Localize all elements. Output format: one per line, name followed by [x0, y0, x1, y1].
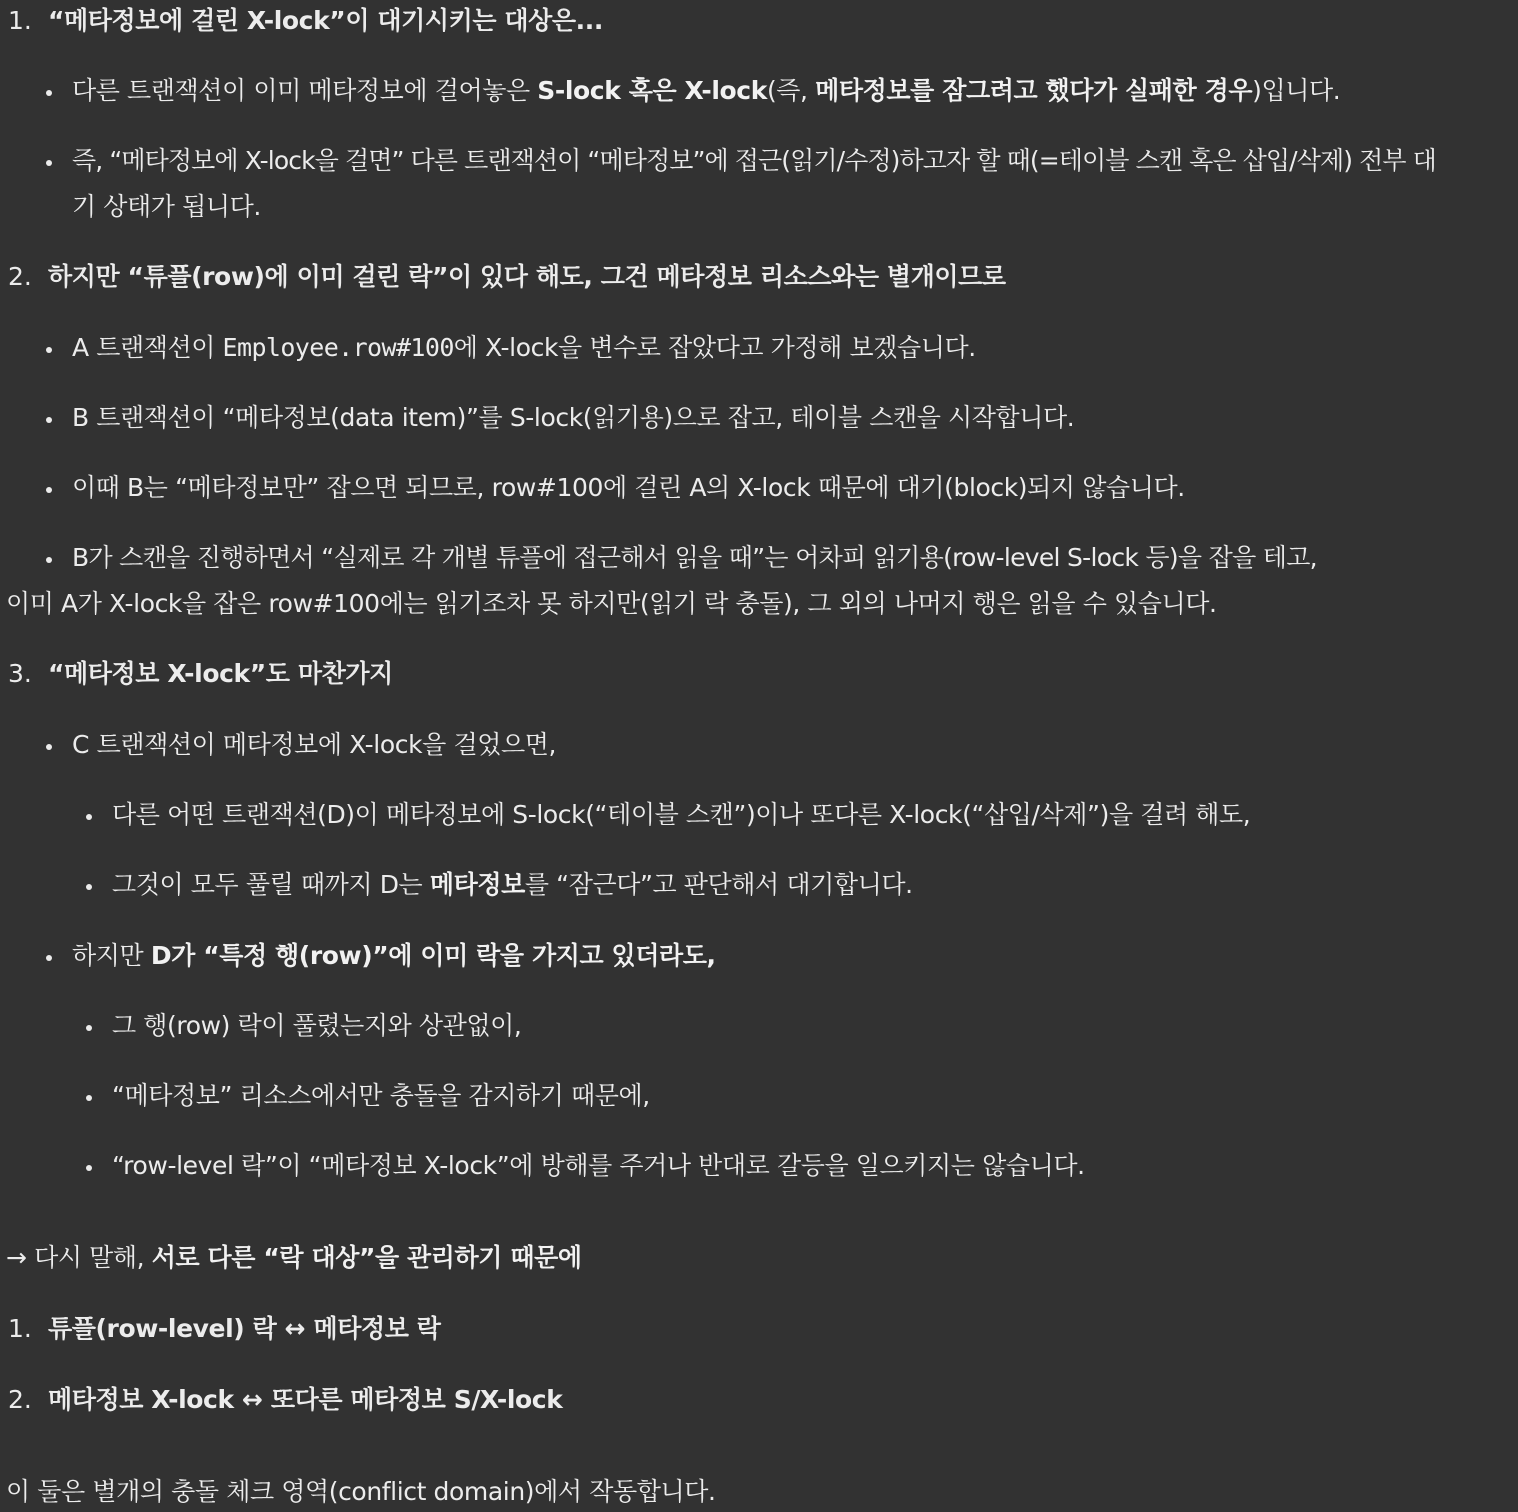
- list-number: 3.: [8, 659, 32, 688]
- bullet-icon: [46, 955, 52, 961]
- text-run: 다른 트랜잭션이 이미 메타정보에 걸어놓은: [72, 76, 538, 105]
- bullet-icon: [86, 884, 92, 890]
- bullet-icon: [46, 744, 52, 750]
- bullet-icon: [46, 160, 52, 166]
- list-item: B가 스캔을 진행하면서 “실제로 각 개별 튜플에 접근해서 읽을 때”는 어차피 읽기용(row-level S-lock 등)을 잡을 테고,: [72, 543, 1317, 572]
- bullet-icon: [46, 90, 52, 96]
- list-item: B 트랜잭션이 “메타정보(data item)”를 S-lock(읽기용)으로 잡고, 테이블 스캔을 시작합니다.: [72, 403, 1075, 432]
- text-run: → 다시 말해,: [6, 1243, 152, 1272]
- list-number: 2.: [8, 1385, 32, 1414]
- list-item: 이때 B는 “메타정보만” 잡으면 되므로, row#100에 걸린 A의 X-lock 때문에 대기(block)되지 않습니다.: [72, 473, 1185, 502]
- list-item: C 트랜잭션이 메타정보에 X-lock을 걸었으면,: [72, 730, 557, 759]
- section-heading: 하지만 “튜플(row)에 이미 걸린 락”이 있다 해도, 그건 메타정보 리소스와는 별개이므로: [48, 262, 1006, 291]
- text-run: )입니다.: [1252, 76, 1341, 105]
- bullet-icon: [86, 1095, 92, 1101]
- text-run: 에 X-lock을 변수로 잡았다고 가정해 보겠습니다.: [453, 333, 976, 362]
- footer-text: 이 둘은 별개의 충돌 체크 영역(conflict domain)에서 작동합니다.: [6, 1477, 716, 1506]
- inline-code: Employee.row#100: [222, 333, 454, 362]
- list-item: “메타정보” 리소스에서만 충돌을 감지하기 때문에,: [112, 1081, 650, 1110]
- section-heading: “메타정보 X-lock”도 마찬가지: [48, 659, 393, 688]
- list-item-continuation: 이미 A가 X-lock을 잡은 row#100에는 읽기조차 못 하지만(읽기 락 충돌), 그 외의 나머지 행은 읽을 수 있습니다.: [6, 589, 1217, 618]
- list-item: 즉, “메타정보에 X-lock을 걸면” 다른 트랜잭션이 “메타정보”에 접근(읽기/수정)하고자 할 때(=테이블 스캔 혹은 삽입/삭제) 전부 대: [72, 146, 1436, 175]
- bold-text: D가 “특정 행(row)”에 이미 락을 가지고 있더라도,: [150, 941, 716, 970]
- bullet-icon: [46, 347, 52, 353]
- list-number: 1.: [8, 6, 32, 35]
- list-item-continuation: 기 상태가 됩니다.: [72, 192, 261, 221]
- bullet-icon: [86, 1165, 92, 1171]
- text-run: A 트랜잭션이: [72, 333, 223, 362]
- bullet-icon: [46, 487, 52, 493]
- list-item: [72, 74, 1340, 108]
- bold-text: 메타정보를 잠그려고 했다가 실패한 경우: [815, 76, 1253, 105]
- bullet-icon: [86, 1025, 92, 1031]
- bullet-icon: [46, 557, 52, 563]
- list-item: [72, 331, 976, 365]
- text-run: 하지만: [72, 941, 151, 970]
- list-item: 튜플(row-level) 락 ↔ 메타정보 락: [48, 1314, 441, 1343]
- bold-text: 서로 다른 “락 대상”을 관리하기 때문에: [151, 1243, 582, 1272]
- text-run: 를 “잠근다”고 판단해서 대기합니다.: [524, 870, 913, 899]
- list-number: 2.: [8, 262, 32, 291]
- summary-line: [6, 1241, 582, 1275]
- bold-text: 메타정보: [429, 870, 525, 899]
- bullet-icon: [86, 814, 92, 820]
- text-run: 그것이 모두 풀릴 때까지 D는: [112, 870, 430, 899]
- list-item: 그 행(row) 락이 풀렸는지와 상관없이,: [112, 1011, 522, 1040]
- list-item: [72, 939, 716, 973]
- list-item: 다른 어떤 트랜잭션(D)이 메타정보에 S-lock(“테이블 스캔”)이나 또다른 X-lock(“삽입/삭제”)을 걸려 해도,: [112, 800, 1251, 829]
- bold-text: S-lock 혹은 X-lock: [537, 76, 767, 105]
- list-item: 메타정보 X-lock ↔ 또다른 메타정보 S/X-lock: [48, 1385, 563, 1414]
- bullet-icon: [46, 417, 52, 423]
- text-run: (즉,: [766, 76, 816, 105]
- list-number: 1.: [8, 1314, 32, 1343]
- list-item: “row-level 락”이 “메타정보 X-lock”에 방해를 주거나 반대로 갈등을 일으키지는 않습니다.: [112, 1151, 1085, 1180]
- section-heading: “메타정보에 걸린 X-lock”이 대기시키는 대상은...: [48, 6, 603, 35]
- list-item: [112, 868, 913, 902]
